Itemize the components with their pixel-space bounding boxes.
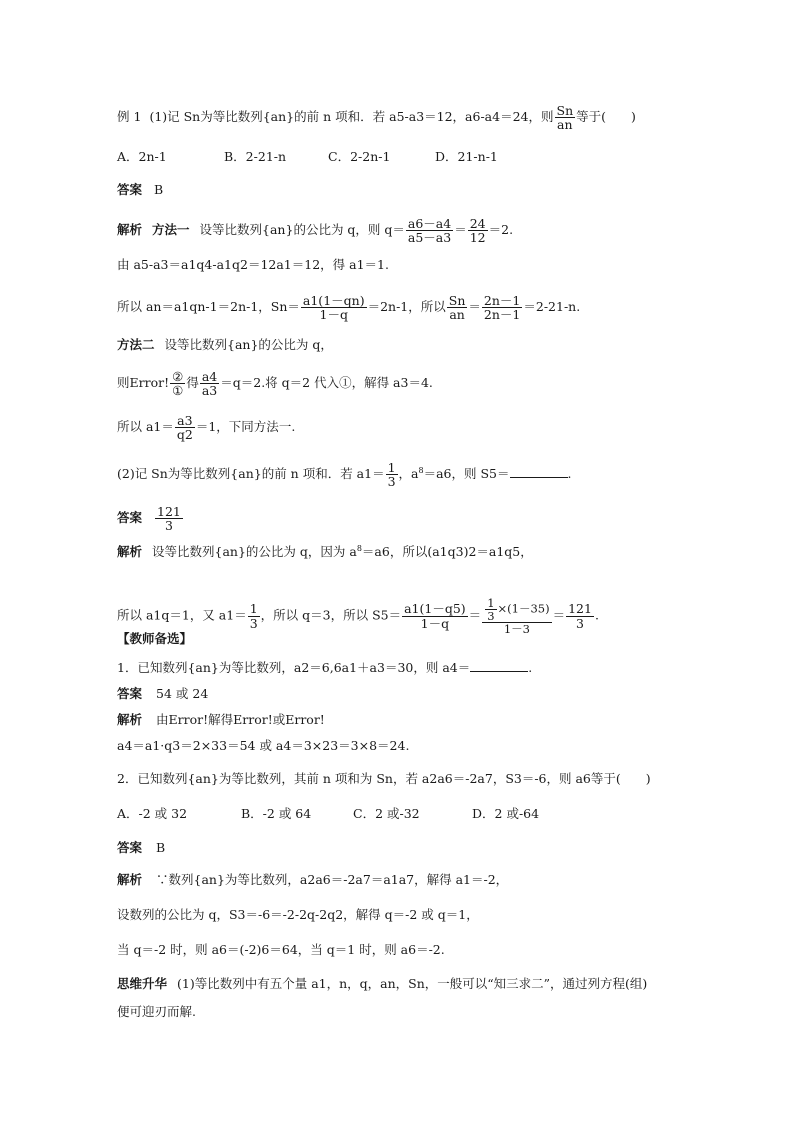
example-1-part-2-question: (2)记 Sn为等比数列{an}的前 n 项和．若 a1＝ $\frac{1}{3}$ ，$a^8=a6$，则 S5＝ . xyxy=(117,460,572,490)
option-c: C．2-2n-1 xyxy=(328,149,391,164)
method-2-so-line: 所以 a1＝ $\frac{a3}{q2}$ ＝1，下同方法一. xyxy=(117,413,296,443)
teacher-q2-options: A．-2 或 32 B．-2 或 64 C．2 或-32 D．2 或-64 xyxy=(117,806,540,821)
teacher-q1-answer: 答案 54 或 24 xyxy=(117,686,209,701)
answer-blank xyxy=(470,661,528,672)
method-1-line: 解析 方法一 设等比数列{an}的公比为 q，则 q＝ $\frac{a6-a4}{a5-a3}$ ＝ $\frac{24}{12}$ ＝2. xyxy=(117,216,514,246)
teacher-q1-analysis: 解析 由Error!解得Error!或Error! xyxy=(117,712,325,727)
teacher-q1: 1．已知数列{an}为等比数列，a2＝6,6a1＋a3＝30，则 a4＝ . xyxy=(117,660,533,675)
method-1-so-line: 所以 an＝a1qn-1＝2n-1，Sn＝ $\frac{a1(1-qn)}{1-q}$ ＝2n-1，所以 $\frac{Sn}{an}$ ＝ $\frac{2n-1}{2n-1}$ ＝2-21-n. xyxy=(117,293,581,323)
option-d: D．21-n-1 xyxy=(435,149,498,164)
answer-blank xyxy=(510,467,568,478)
teacher-q2-analysis-1: 解析 ∵数列{an}为等比数列，a2a6＝-2a7＝a1a7，解得 a1＝-2， xyxy=(117,872,509,887)
answer-1: 答案 B xyxy=(117,182,164,197)
fraction-sn-over-an: $\frac{Sn}{an}$ xyxy=(556,103,574,133)
summary-line-1: 思维升华 (1)等比数列中有五个量 a1，n，q，an，Sn，一般可以“知三求二”，通过列方程(组) xyxy=(117,976,648,991)
teacher-q2-analysis-3: 当 q＝-2 时，则 a6＝(-2)6＝64，当 q＝1 时，则 a6＝-2. xyxy=(117,942,445,957)
teacher-q2: 2．已知数列{an}为等比数列，其前 n 项和为 Sn，若 a2a6＝-2a7，S3＝-6，则 a6等于( ) xyxy=(117,771,651,786)
example-1-question: 例 1 (1)记 Sn为等比数列{an}的前 n 项和．若 a5-a3＝12，a6-a4＝24，则 $\frac{Sn}{an}$ 等于( ) xyxy=(117,103,636,133)
teacher-q1-analysis-2: a4＝a1·q3＝2×33＝54 或 a4＝3×23＝3×8＝24. xyxy=(117,738,410,753)
option-a: A．2n-1 xyxy=(117,149,167,164)
summary-line-2: 便可迎刃而解. xyxy=(117,1004,196,1019)
example-1-options xyxy=(117,151,498,164)
teacher-section-header: 【教师备选】 xyxy=(117,631,193,646)
method-2-line: 则Error! $\frac{\text{②}}{\text{①}}$ 得 $\frac{a4}{a3}$ ＝q＝2.将 q＝2 代入①，解得 a3＝4. xyxy=(117,369,433,399)
part-2-so-line: 所以 a1q＝1，又 a1＝ $\frac{1}{3}$ ，所以 q＝3，所以 S5＝ $\frac{a1(1-q5)}{1-q}$ ＝ $\frac{1}{3}$ ×(1－35) 1－3 ＝ $\frac{121}{3}$ . xyxy=(117,596,599,637)
method-1-a1-line: 由 a5-a3＝a1q4-a1q2＝12a1＝12，得 a1＝1. xyxy=(117,257,389,272)
teacher-q2-answer: 答案 B xyxy=(117,840,166,855)
part-2-analysis-line: 解析 设等比数列{an}的公比为 q，因为 $a^8=a6$，所以(a1q3)2＝a1q5， xyxy=(117,544,533,559)
option-b: B．2-21-n xyxy=(224,149,287,164)
teacher-q2-analysis-2: 设数列的公比为 q，S3＝-6＝-2-2q-2q2，解得 q＝-2 或 q＝1， xyxy=(117,907,479,922)
method-2-title-line: 方法二 设等比数列{an}的公比为 q， xyxy=(117,337,333,352)
answer-2: 答案 $\frac{121}{3}$ xyxy=(117,504,181,534)
